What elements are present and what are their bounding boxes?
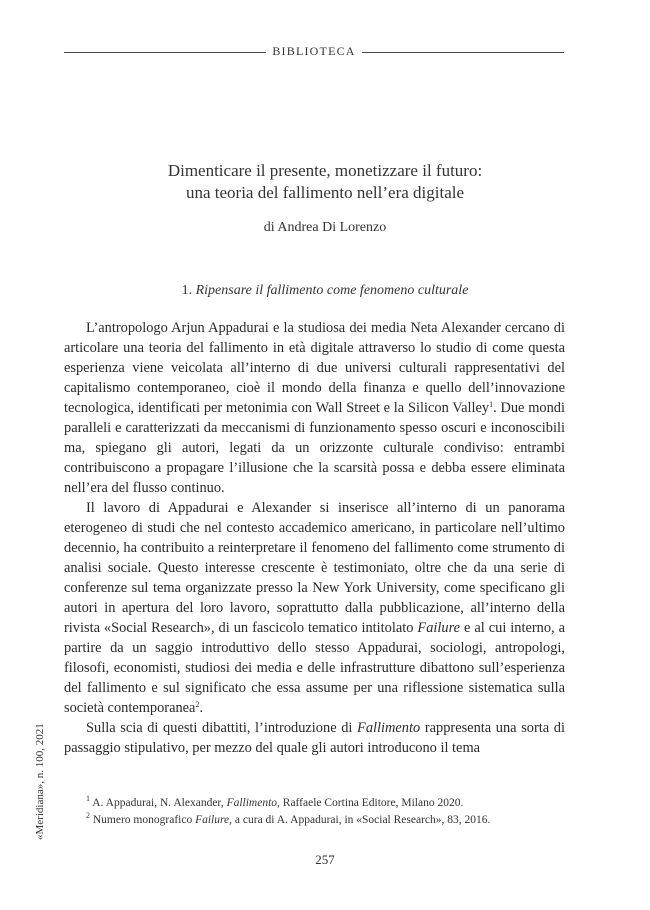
- paragraph-text: . Due mondi paralleli e caratterizzati da meccanismi di funzionamento spesso oscuri e inconoscibili ma, spiegano gli autori, legati da un orizzonte culturale condiviso: entrambi contribuiscono a propagare l’illusione che la scarsità possa e debba essere eliminata nell’era del flusso continuo.: [64, 400, 565, 496]
- paragraph-text: L’antropologo Arjun Appadurai e la studiosa dei media Neta Alexander cercano di articolare una teoria del fallimento in età digitale attraverso lo studio di come questa esperienza viene veicolata all’interno di due universi culturali rappresentativi del capitalismo contemporaneo, cioè il mondo della finanza e quello dell’innovazione tecnologica, identificati per metonimia con Wall Street e la Silicon Valley: [64, 320, 565, 416]
- running-header: [64, 44, 564, 59]
- footnote-text: , a cura di A. Appadurai, in «Social Research», 83, 2016.: [229, 814, 491, 826]
- article-title-line2: una teoria del fallimento nell’era digitale: [185, 183, 465, 202]
- article-title: [0, 160, 650, 204]
- section-heading: [0, 283, 650, 299]
- footnote-number: 2: [86, 811, 90, 820]
- paragraph-italic: Fallimento: [357, 720, 421, 736]
- article-byline: di Andrea Di Lorenzo: [263, 220, 387, 235]
- section-title: Ripensare il fallimento come fenomeno culturale: [195, 283, 469, 298]
- page-number: 257: [315, 852, 335, 867]
- header-rule-left: [64, 52, 266, 53]
- header-rule-right: [362, 52, 564, 53]
- paragraph-text: e al cui interno, a partire da un saggio introduttivo dello stesso Appadurai, sociologi, antropologi, filosofi, economisti, studiosi dei media e delle infrastrutture dibattono sull’esperienza del fallimento e sul significato che essa assume per una riflessione sistematica sulla società contemporanea: [64, 620, 565, 716]
- footnote-ref: 1: [489, 400, 494, 409]
- paragraph-text: Il lavoro di Appadurai e Alexander si inserisce all’interno di un panorama eterogeneo di studi che nel contesto accademico americano, in particolare nell’ultimo decennio, ha contribuito a reinterpretare il fenomeno del fallimento come strumento di analisi sociale. Questo interesse crescente è testimoniato, oltre che da una serie di conferenze sul tema organizzate presso la New York University, come specificano gli autori in apertura del loro lavoro, soprattutto dalla pubblicazione, all’interno della rivista «Social Research», di un fascicolo tematico intitolato: [64, 500, 565, 636]
- article-title-line1: Dimenticare il presente, monetizzare il futuro:: [167, 161, 483, 180]
- paragraph-text: Sulla scia di questi dibattiti, l’introduzione di: [86, 720, 358, 736]
- footnote-italic: Failure: [195, 814, 230, 826]
- footnote-text: Numero monografico: [90, 814, 196, 826]
- footnote: [86, 812, 566, 829]
- paragraph-italic: Failure: [417, 620, 461, 636]
- footnote-ref: 2: [195, 700, 200, 709]
- footnote-italic: Fallimento: [226, 797, 278, 809]
- footnote-text: , Raffaele Cortina Editore, Milano 2020.: [277, 797, 464, 809]
- paragraph: [64, 718, 565, 758]
- paragraph: [64, 318, 565, 498]
- paragraph: [64, 498, 565, 718]
- header-label: BIBLIOTECA: [272, 44, 356, 58]
- footnotes: [86, 795, 566, 829]
- journal-citation: «Meridiana», n. 100, 2021: [34, 723, 46, 840]
- paragraph-text: rappresenta una sorta di passaggio stipulativo, per mezzo del quale gli autori introducono il tema: [64, 720, 565, 756]
- section-number: 1.: [181, 283, 193, 298]
- footnote-text: A. Appadurai, N. Alexander,: [90, 797, 227, 809]
- article-body: [64, 318, 565, 758]
- footnote: [86, 795, 566, 812]
- paragraph-text: .: [199, 700, 204, 716]
- footnote-number: 1: [86, 794, 90, 803]
